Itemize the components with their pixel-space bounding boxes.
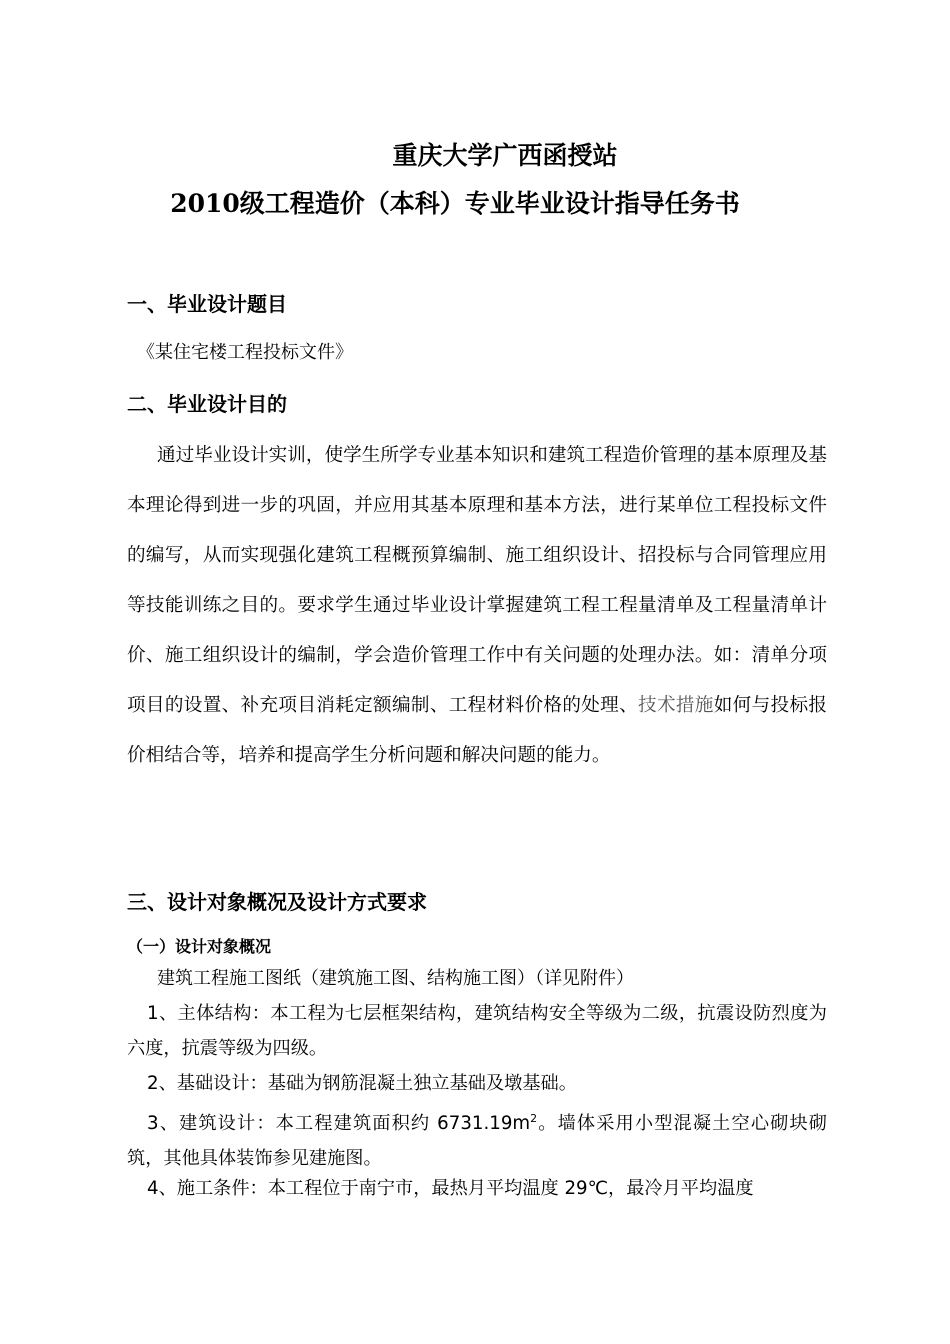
section2-paragraph-part-a: 通过毕业设计实训，使学生所学专业基本知识和建筑工程造价管理的基本原理及基本理论得到进一步的巩固，并应用其基本原理和基本方法，进行某单位工程投标文件的编写，从而实现强化建筑工程概预算编制、施工组织设计、招投标与合同管理应用等技能训练之目的。要求学生通过毕业设计掌握建筑工程工程量清单及工程量清单计价、施工组织设计的编制，学会造价管理工作中有关问题的处理办法。如：清单分项项目的设置、补充项目消耗定额编制、工程材料价格的处理、 xyxy=(127,445,827,716)
section1-heading: 一、毕业设计题目 xyxy=(127,292,287,316)
item-architecture-part-b: 。墙体采用小型混凝土空心砌块砌筑，其他具体装饰参见建施图。 xyxy=(127,1113,827,1170)
item-structure: 1、主体结构：本工程为七层框架结构，建筑结构安全等级为二级，抗震设防烈度为六度，抗震等级为四级。 xyxy=(127,1003,827,1059)
section3-heading: 三、设计对象概况及设计方式要求 xyxy=(127,890,427,914)
item-architecture xyxy=(127,1101,827,1176)
design-topic: 《某住宅楼工程投标文件》 xyxy=(137,342,353,363)
item-architecture-part-a: 3、建筑设计：本工程建筑面积约 6731.19m xyxy=(147,1113,531,1135)
section2-heading: 二、毕业设计目的 xyxy=(127,392,287,416)
area-unit-superscript: 2 xyxy=(530,1112,538,1125)
drawings-line: 建筑工程施工图纸（建筑施工图、结构施工图）（详见附件） xyxy=(157,968,634,989)
item-foundation: 2、基础设计：基础为钢筋混凝土独立基础及墩基础。 xyxy=(147,1073,577,1094)
document-subtitle: 2010级工程造价（本科）专业毕业设计指导任务书 xyxy=(170,189,740,218)
section3-subheading: （一）设计对象概况 xyxy=(127,937,272,956)
section2-paragraph xyxy=(127,431,827,781)
item-construction-conditions: 4、施工条件：本工程位于南宁市，最热月平均温度 29℃，最冷月平均温度 xyxy=(147,1178,754,1199)
section2-paragraph-part-b: 如何与投标报价相结合等，培养和提高学生分析问题和解决问题的能力。 xyxy=(127,695,827,766)
section2-paragraph-highlight: 技术措施 xyxy=(638,695,714,716)
document-title: 重庆大学广西函授站 xyxy=(392,141,618,170)
